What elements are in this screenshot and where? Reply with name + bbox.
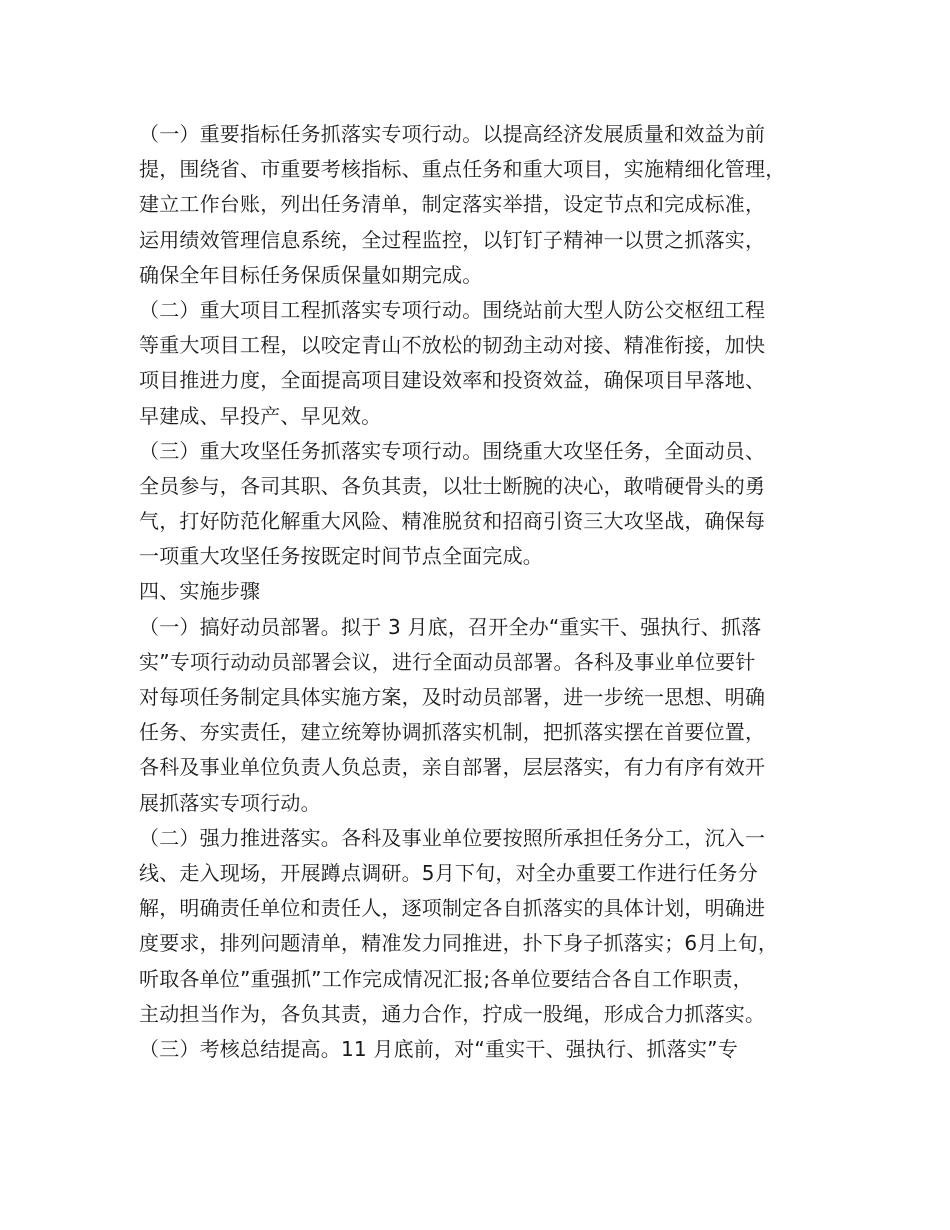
text-line: 早建成、早投产、早见效。	[139, 403, 382, 428]
text-line: 项目推进力度，全面提高项目建设效率和投资效益，确保项目早落地、	[139, 368, 766, 393]
text-line: 任务、夯实责任，建立统筹协调抓落实机制，把抓落实摆在首要位置，	[139, 720, 766, 745]
text-line: 等重大项目工程，以咬定青山不放松的韧劲主动对接、精准衔接，加快	[139, 333, 766, 358]
text-line: 解，明确责任单位和责任人，逐项制定各自抓落实的具体计划，明确进	[139, 896, 766, 921]
text-line: （一）搞好动员部署。拟于 3 月底，召开全办“重实干、强执行、抓落	[139, 614, 762, 639]
text-line: 对每项任务制定具体实施方案，及时动员部署，进一步统一思想、明确	[139, 685, 766, 709]
text-line: 一项重大攻坚任务按既定时间节点全面完成。	[139, 544, 543, 569]
text-line: 度要求，排列问题清单，精准发力同推进，扑下身子抓落实；6月上旬，	[139, 931, 779, 956]
section-heading: 四、实施步骤	[139, 579, 261, 604]
text-line: 线、走入现场，开展蹲点调研。5月下旬，对全办重要工作进行任务分	[139, 860, 758, 885]
text-line: （二）重大项目工程抓落实专项行动。围绕站前大型人防公交枢纽工程	[139, 297, 766, 322]
text-line: （二）强力推进落实。各科及事业单位要按照所承担任务分工，沉入一	[139, 825, 766, 850]
text-line: 全员参与，各司其职、各负其责，以壮士断腕的决心，敢啃硬骨头的勇	[139, 473, 766, 498]
text-line: 确保全年目标任务保质保量如期完成。	[139, 262, 483, 287]
text-line: （三）重大攻坚任务抓落实专项行动。围绕重大攻坚任务，全面动员、	[139, 438, 766, 463]
text-line: 气，打好防范化解重大风险、精准脱贫和招商引资三大攻坚战，确保每	[139, 509, 766, 534]
text-line: 听取各单位”重强抓”工作完成情况汇报;各单位要结合各自工作职责，	[139, 966, 753, 991]
text-line: 展抓落实专项行动。	[139, 790, 321, 815]
text-line: （一）重要指标任务抓落实专项行动。以提高经济发展质量和效益为前	[139, 122, 766, 146]
document-body	[139, 117, 829, 1067]
text-line: 实”专项行动动员部署会议，进行全面动员部署。各科及事业单位要针	[139, 649, 756, 674]
text-line: （三）考核总结提高。11 月底前，对“重实干、强执行、抓落实”专	[139, 1036, 738, 1061]
text-line: 建立工作台账，列出任务清单，制定落实举措，设定节点和完成标准，	[139, 192, 766, 217]
text-line: 运用绩效管理信息系统，全过程监控，以钉钉子精神一以贯之抓落实，	[139, 227, 766, 252]
text-line: 主动担当作为，各负其责，通力合作，拧成一股绳，形成合力抓落实。	[139, 1001, 766, 1026]
text-line: 各科及事业单位负责人负总责，亲自部署，层层落实，有力有序有效开	[139, 755, 766, 780]
text-line: 提，围绕省、市重要考核指标、重点任务和重大项目，实施精细化管理，	[139, 157, 786, 182]
